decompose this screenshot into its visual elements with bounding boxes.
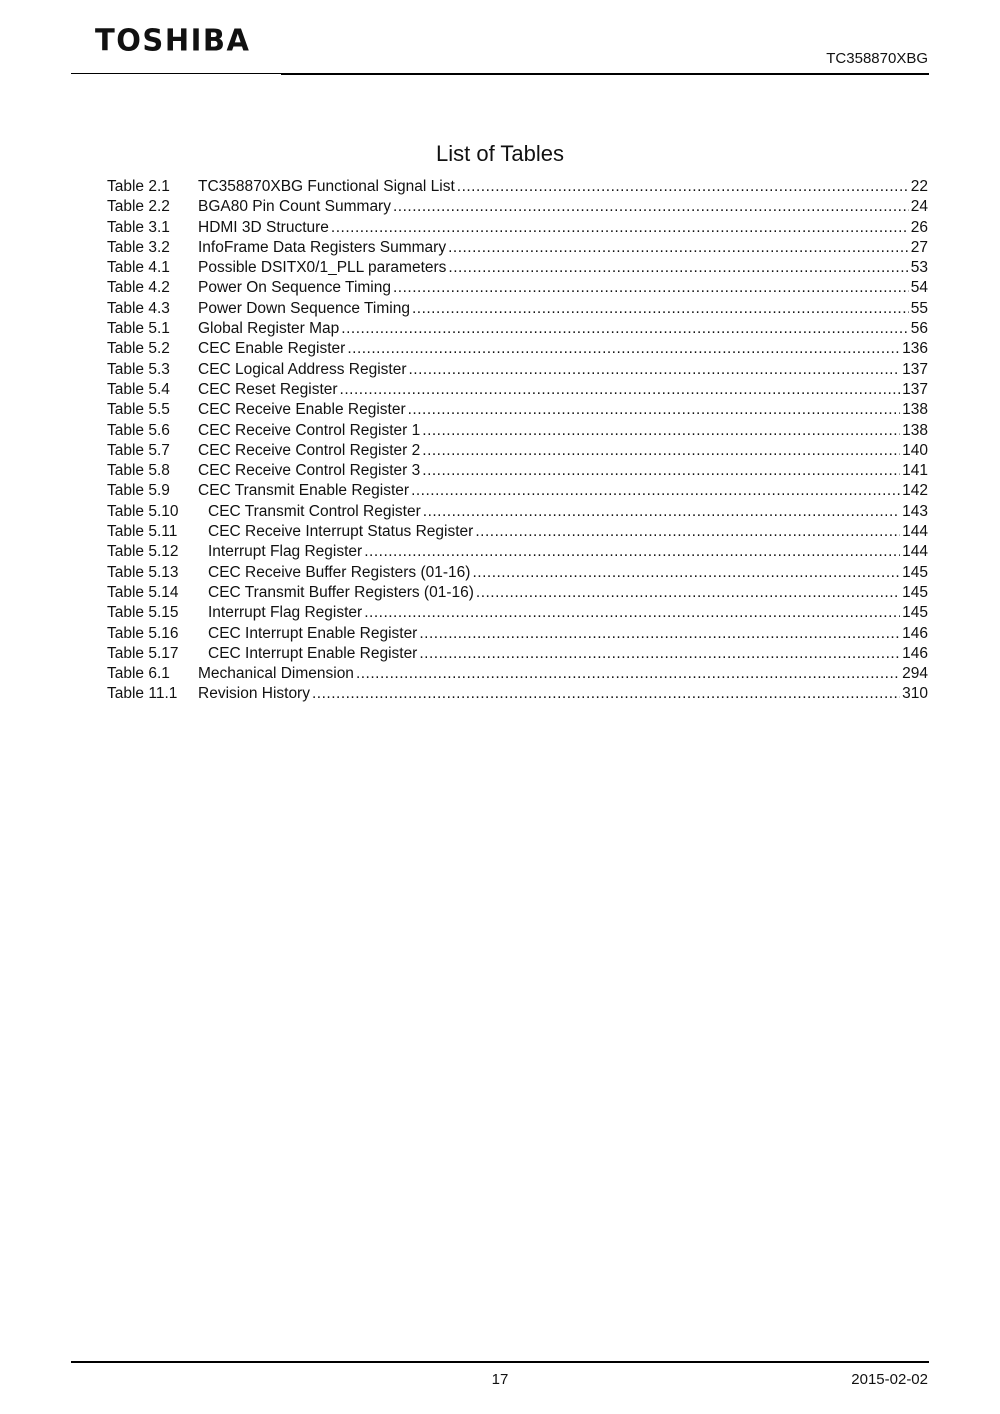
toc-entry[interactable]: [107, 542, 928, 562]
toc-entry-number: Table 5.5: [107, 401, 170, 419]
toc-entry-label[interactable]: Possible DSITX0/1_PLL parameters: [198, 259, 447, 277]
header-divider-thick: [281, 73, 929, 75]
toc-entry-page[interactable]: 27: [910, 238, 928, 256]
toc-entry-label[interactable]: CEC Receive Interrupt Status Register: [208, 523, 474, 541]
toc-entry[interactable]: [107, 684, 928, 704]
toc-entry[interactable]: [107, 380, 928, 400]
toc-entry-label[interactable]: Mechanical Dimension: [198, 665, 354, 683]
toc-entry-label[interactable]: CEC Transmit Enable Register: [198, 482, 410, 500]
toc-entry-label[interactable]: Global Register Map: [198, 320, 340, 338]
toc-entry-label[interactable]: BGA80 Pin Count Summary: [198, 198, 391, 216]
toc-entry-page[interactable]: 146: [902, 644, 928, 662]
toc-entry[interactable]: [107, 664, 928, 684]
toc-entry-number: Table 5.17: [107, 644, 179, 662]
toc-entry-number: Table 5.14: [107, 583, 179, 601]
toc-entry-number: Table 5.8: [107, 462, 170, 480]
toc-entry[interactable]: [107, 603, 928, 623]
toc-entry[interactable]: [107, 177, 928, 197]
toc-entry-number: Table 5.1: [107, 320, 170, 338]
toc-entry-number: Table 5.3: [107, 360, 170, 378]
toc-dot-leader: [411, 481, 900, 501]
toc-entry-number: Table 5.10: [107, 502, 179, 520]
toc-entry-label[interactable]: Power Down Sequence Timing: [198, 299, 410, 317]
toc-entry[interactable]: [107, 502, 928, 522]
toc-entry-page[interactable]: 140: [902, 441, 928, 459]
toc-dot-leader: [312, 684, 900, 704]
toc-dot-leader: [393, 197, 909, 217]
toc-entry-label[interactable]: CEC Logical Address Register: [198, 360, 407, 378]
toc-entry-label[interactable]: CEC Transmit Buffer Registers (01-16): [208, 583, 474, 601]
toc-entry-page[interactable]: 143: [902, 502, 928, 520]
toc-entry-number: Table 5.12: [107, 543, 179, 561]
toc-entry-number: Table 5.4: [107, 380, 170, 398]
toc-entry-number: Table 4.2: [107, 279, 170, 297]
toc-entry[interactable]: [107, 218, 928, 238]
toc-entry-label[interactable]: CEC Receive Control Register 2: [198, 441, 421, 459]
toc-entry-label[interactable]: InfoFrame Data Registers Summary: [198, 238, 447, 256]
toc-dot-leader: [331, 218, 909, 238]
toc-dot-leader: [364, 603, 900, 623]
toc-entry-page[interactable]: 137: [902, 360, 928, 378]
toc-entry-label[interactable]: CEC Reset Register: [198, 380, 338, 398]
toc-entry-page[interactable]: 22: [910, 178, 928, 195]
page-number: 17: [491, 1371, 509, 1388]
toc-entry-number: Table 4.3: [107, 299, 170, 317]
toc-entry[interactable]: [107, 197, 928, 217]
toc-entry-page[interactable]: 136: [902, 340, 928, 358]
toc-entry[interactable]: [107, 563, 928, 583]
toc-dot-leader: [448, 258, 908, 278]
toc-entry-label[interactable]: HDMI 3D Structure: [198, 218, 329, 236]
toc-entry[interactable]: [107, 583, 928, 603]
footer-date: 2015-02-02: [851, 1371, 928, 1388]
toc-entry-number: Table 2.2: [107, 198, 170, 216]
toc-entry-number: Table 11.1: [107, 685, 178, 703]
toc-dot-leader: [340, 380, 901, 400]
toc-entry-number: Table 5.2: [107, 340, 170, 358]
toc-entry[interactable]: [107, 360, 928, 380]
toc-entry[interactable]: [107, 339, 928, 359]
toc-entry[interactable]: [107, 319, 928, 339]
toc-entry[interactable]: [107, 421, 928, 441]
page-title: List of Tables: [435, 141, 564, 166]
toc-entry-label[interactable]: Interrupt Flag Register: [208, 543, 363, 561]
toc-entry[interactable]: [107, 400, 928, 420]
toc-entry-page[interactable]: 145: [902, 563, 928, 581]
toc-entry-number: Table 5.13: [107, 563, 179, 581]
toc-entry-page[interactable]: 24: [910, 198, 928, 216]
toc-dot-leader: [476, 583, 900, 603]
toc-dot-leader: [475, 522, 900, 542]
toc-dot-leader: [472, 563, 900, 583]
toc-entry-page[interactable]: 54: [910, 279, 928, 297]
toc-dot-leader: [408, 400, 901, 420]
toc-entry-page[interactable]: 141: [902, 462, 928, 480]
toc-dot-leader: [457, 177, 909, 197]
toc-entry[interactable]: [107, 481, 928, 501]
toc-entry-label[interactable]: TC358870XBG Functional Signal List: [198, 178, 455, 195]
toc-entry[interactable]: [107, 258, 928, 278]
toc-entry-page[interactable]: 55: [910, 299, 928, 317]
toc-dot-leader: [409, 360, 901, 380]
toc-entry[interactable]: [107, 644, 928, 664]
toc-entry-page[interactable]: 56: [910, 320, 928, 338]
toc-entry-page[interactable]: 144: [902, 543, 928, 561]
toc-dot-leader: [393, 278, 909, 298]
toc-dot-leader: [341, 319, 908, 339]
toc-dot-leader: [356, 664, 900, 684]
document-id: TC358870XBG: [826, 50, 928, 67]
toc-entry[interactable]: [107, 278, 928, 298]
toc-entry-page[interactable]: 145: [902, 604, 928, 622]
toc-entry-label[interactable]: CEC Receive Control Register 3: [198, 462, 421, 480]
toc-dot-leader: [412, 299, 909, 319]
toc-dot-leader: [419, 644, 900, 664]
toc-dot-leader: [347, 339, 900, 359]
toc-entry-label[interactable]: Power On Sequence Timing: [198, 279, 391, 297]
toc-entry-label[interactable]: CEC Receive Enable Register: [198, 401, 406, 419]
toc-dot-leader: [448, 238, 909, 258]
toc-dot-leader: [422, 461, 900, 481]
toc-entry-number: Table 5.7: [107, 441, 170, 459]
toc-entry-label[interactable]: Interrupt Flag Register: [208, 604, 363, 622]
toc-entry-number: Table 5.11: [107, 523, 178, 541]
toc-entry-number: Table 5.9: [107, 482, 170, 500]
toc-dot-leader: [422, 441, 900, 461]
toc-entry-page[interactable]: 310: [902, 685, 928, 703]
toc-entry-number: Table 2.1: [107, 178, 170, 195]
toc-entry-page[interactable]: 137: [902, 380, 928, 398]
footer-divider: [71, 1361, 929, 1363]
toc-entry[interactable]: [107, 238, 928, 258]
toc-dot-leader: [422, 421, 900, 441]
toc-entry[interactable]: [107, 522, 928, 542]
toc-entry-page[interactable]: 142: [902, 482, 928, 500]
toc-entry-number: Table 3.1: [107, 218, 170, 236]
toc-entry-label[interactable]: CEC Transmit Control Register: [208, 502, 421, 520]
toc-entry-page[interactable]: 294: [902, 665, 928, 683]
toc-entry-page[interactable]: 145: [902, 583, 928, 601]
toc-entry[interactable]: [107, 299, 928, 319]
toc-entry-label[interactable]: CEC Enable Register: [198, 340, 346, 358]
toc-entry-label[interactable]: CEC Receive Buffer Registers (01-16): [208, 563, 471, 581]
toc-entry-label[interactable]: CEC Receive Control Register 1: [198, 421, 421, 439]
toc-entry-page[interactable]: 138: [902, 421, 928, 439]
toc-entry-number: Table 5.15: [107, 604, 179, 622]
toc-entry-label[interactable]: CEC Interrupt Enable Register: [208, 624, 418, 642]
toc-entry-page[interactable]: 53: [910, 259, 928, 277]
toc-entry-number: Table 6.1: [107, 665, 170, 683]
toc-entry-number: Table 4.1: [107, 259, 170, 277]
toc-dot-leader: [364, 542, 900, 562]
toc-entry-label[interactable]: CEC Interrupt Enable Register: [208, 644, 418, 662]
toc-entry-number: Table 5.6: [107, 421, 170, 439]
toc-entry-page[interactable]: 144: [902, 523, 928, 541]
toc-entry[interactable]: [107, 441, 928, 461]
toc-entry[interactable]: [107, 461, 928, 481]
toc-entry-number: Table 5.16: [107, 624, 179, 642]
toc-dot-leader: [423, 502, 900, 522]
toc-entry-number: Table 3.2: [107, 238, 170, 256]
toc-entry-label[interactable]: Revision History: [198, 685, 310, 703]
toshiba-logo: TOSHIBA: [95, 22, 251, 58]
toc-dot-leader: [419, 624, 900, 644]
toc-entry-page[interactable]: 146: [902, 624, 928, 642]
toc-entry-page[interactable]: 26: [910, 218, 928, 236]
toc-entry-page[interactable]: 138: [902, 401, 928, 419]
toc-entry[interactable]: [107, 624, 928, 644]
list-of-tables: [107, 177, 928, 705]
